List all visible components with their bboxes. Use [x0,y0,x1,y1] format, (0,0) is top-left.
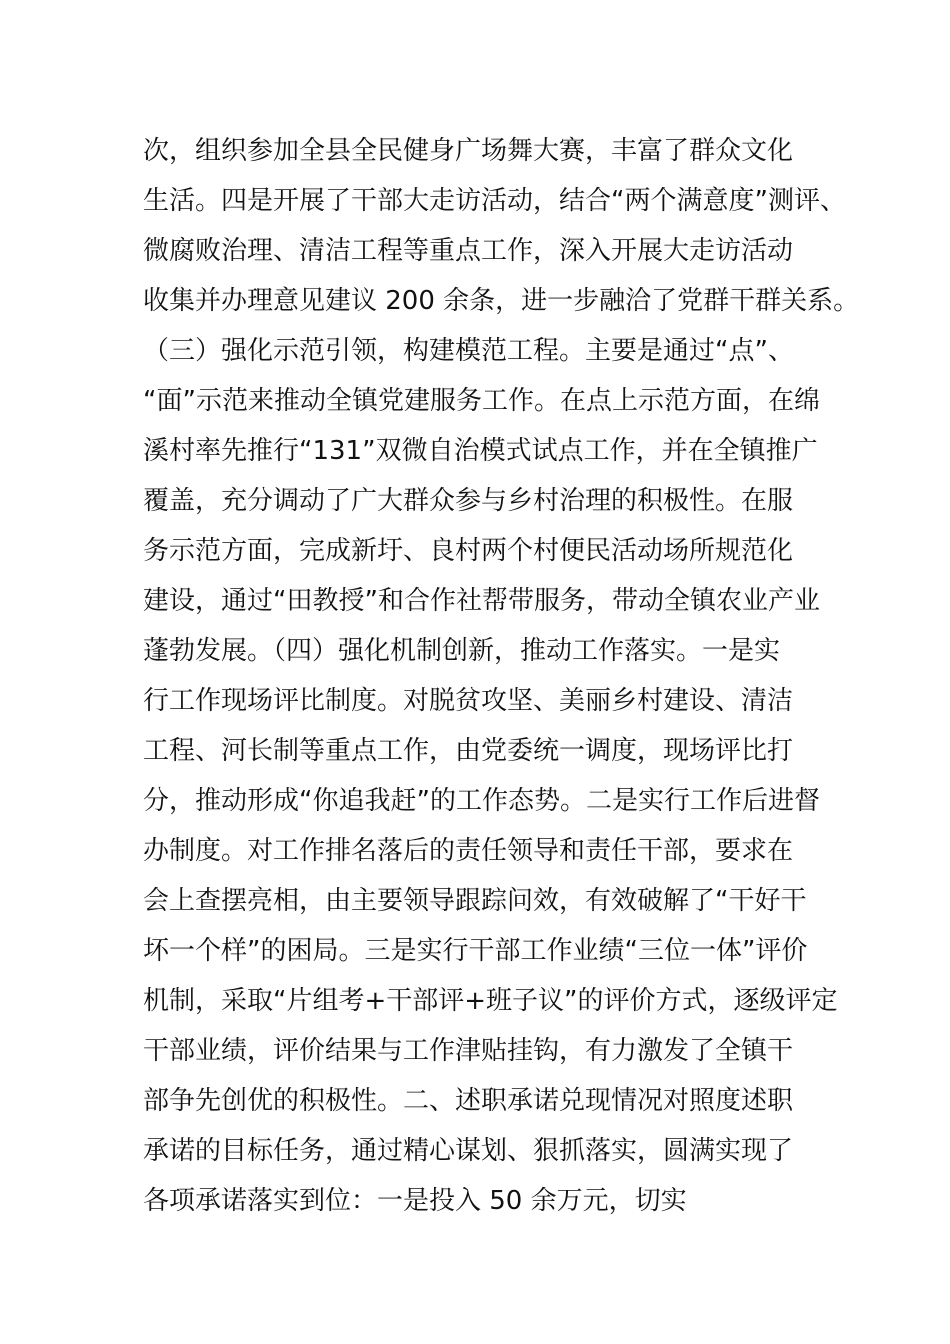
text-line: （三）强化示范引领，构建模范工程。主要是通过“点”、 [143,336,794,366]
text-line: 次，组织参加全县全民健身广场舞大赛，丰富了群众文化 [143,136,794,166]
text-line: 承诺的目标任务，通过精心谋划、狠抓落实，圆满实现了 [143,1136,794,1166]
text-line: “面”示范来推动全镇党建服务工作。在点上示范方面，在绵 [143,386,820,416]
text-line: 各项承诺落实到位：一是投入 50 余万元，切实 [143,1186,687,1216]
text-line: 收集并办理意见建议 200 余条，进一步融洽了党群干群关系。 [143,286,860,316]
text-line: 工程、河长制等重点工作，由党委统一调度，现场评比打 [143,736,794,766]
text-line: 覆盖，充分调动了广大群众参与乡村治理的积极性。在服 [143,486,794,516]
text-line: 机制，采取“片组考+干部评+班子议”的评价方式，逐级评定 [143,986,838,1016]
text-line: 生活。四是开展了干部大走访活动，结合“两个满意度”测评、 [143,186,846,216]
text-line: 行工作现场评比制度。对脱贫攻坚、美丽乡村建设、清洁 [143,686,794,716]
text-line: 建设，通过“田教授”和合作社帮带服务，带动全镇农业产业 [143,586,820,616]
text-line: 办制度。对工作排名落后的责任领导和责任干部，要求在 [143,836,794,866]
text-line: 干部业绩，评价结果与工作津贴挂钩，有力激发了全镇干 [143,1036,794,1066]
text-line: 溪村率先推行“131”双微自治模式试点工作，并在全镇推广 [143,436,818,466]
text-line: 分，推动形成“你追我赶”的工作态势。二是实行工作后进督 [143,786,820,816]
text-line: 坏一个样”的困局。三是实行干部工作业绩“三位一体”评价 [143,936,808,966]
body-text [143,126,860,1226]
text-line: 蓬勃发展。（四）强化机制创新，推动工作落实。一是实 [143,636,781,666]
text-line: 微腐败治理、清洁工程等重点工作，深入开展大走访活动 [143,236,794,266]
text-line: 务示范方面，完成新圩、良村两个村便民活动场所规范化 [143,536,794,566]
text-line: 会上查摆亮相，由主要领导跟踪问效，有效破解了“干好干 [143,886,807,916]
text-line: 部争先创优的积极性。二、述职承诺兑现情况对照度述职 [143,1086,794,1116]
